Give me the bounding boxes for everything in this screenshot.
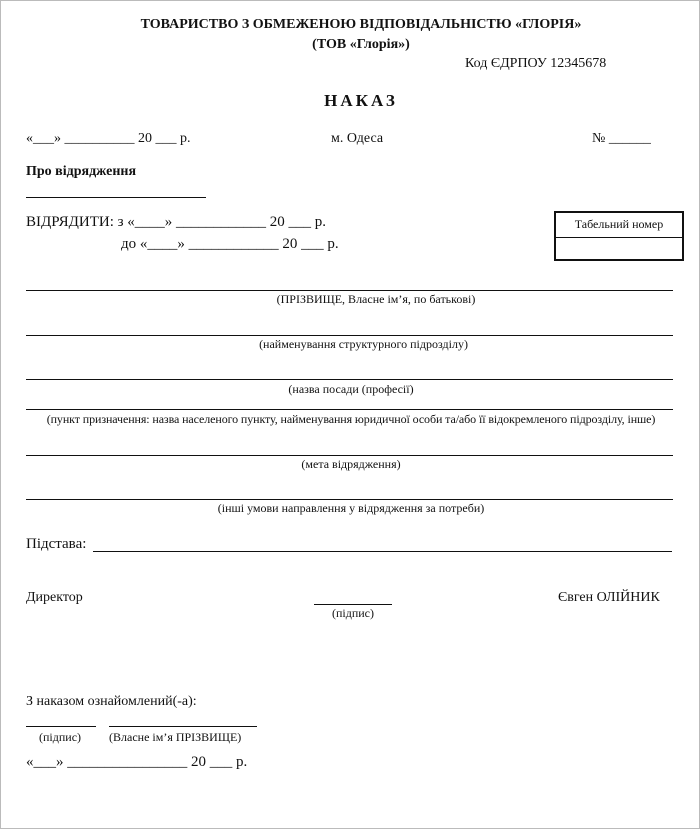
order-city: м. Одеса [331,131,384,146]
basis-line[interactable] [93,551,672,552]
acquainted-name-line[interactable] [109,726,257,727]
order-date: «___» __________ 20 ___ р. [26,131,191,146]
acquainted-name-caption: (Власне ім’я ПРІЗВИЩЕ) [109,730,242,744]
tab-number-label: Табельний номер [556,213,682,238]
org-short-name: (ТОВ «Глорія») [312,37,410,52]
document-title: НАКАЗ [324,91,398,110]
position-caption: (назва посади (професії) [288,382,414,396]
tab-number-box [554,211,684,261]
director-sign-caption: (підпис) [331,606,375,620]
signatory-role: Директор [26,590,83,605]
destination-line[interactable] [26,409,673,410]
basis-label: Підстава: [26,536,87,552]
subject-underline [26,197,206,198]
purpose-line[interactable] [26,455,673,456]
order-number: № ______ [592,131,651,146]
director-signature-line[interactable] [314,604,392,605]
edrpou-code: Код ЄДРПОУ 12345678 [465,56,607,71]
signatory-name: Євген ОЛІЙНИК [558,590,660,605]
acquainted-label: З наказом ознайомлений(-а): [26,694,197,709]
unit-caption: (найменування структурного підрозділу) [259,337,468,351]
other-conditions-line[interactable] [26,499,673,500]
acquainted-sign-caption: (підпис) [39,730,82,744]
position-line[interactable] [26,379,673,380]
purpose-caption: (мета відрядження) [301,457,401,471]
other-conditions-caption: (інші умови направлення у відрядження за потреби) [217,501,485,515]
order-subject: Про відрядження [26,164,137,179]
acquainted-signature-line[interactable] [26,726,96,727]
send-from-line: ВІДРЯДИТИ: з «____» ____________ 20 ___ р. [26,214,327,230]
name-caption: (ПРІЗВИЩЕ, Власне ім’я, по батькові) [276,292,476,306]
acquainted-date: «___» ________________ 20 ___ р. [26,754,248,770]
destination-caption: (пункт призначення: назва населеного пункту, найменування юридичної особи та/або її відокремленого підрозділу, інше) [46,412,656,426]
unit-line[interactable] [26,335,673,336]
name-line[interactable] [26,290,673,291]
org-name: ТОВАРИСТВО З ОБМЕЖЕНОЮ ВІДПОВІДАЛЬНІСТЮ «ГЛОРІЯ» [140,17,582,32]
send-to-line: до «____» ____________ 20 ___ р. [121,236,339,252]
